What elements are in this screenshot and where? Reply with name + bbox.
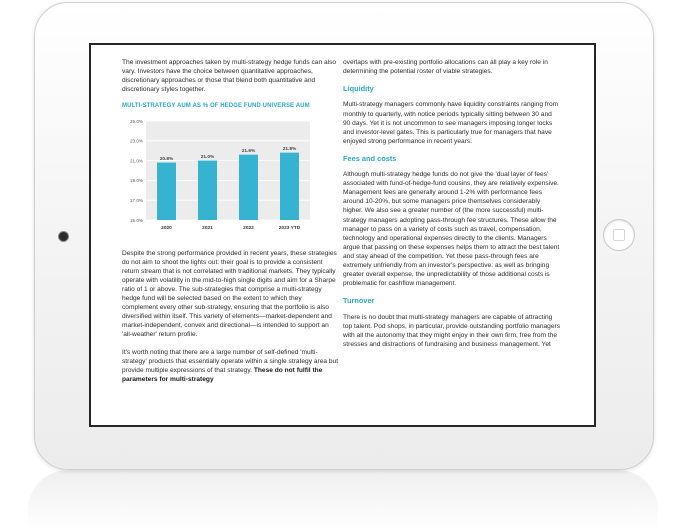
paragraph-liquidity: Multi-strategy managers commonly have liquidity constraints ranging from monthly to quarterly, with notice periods typically sitting between 30 and 90 days. Yet it is not uncommon to see managers imposing longer locks and investor-level gates. This is particularly true for managers that have enjoyed strong performance in recent years.	[343, 101, 559, 145]
home-button[interactable]	[603, 219, 635, 251]
bar-value-label: 21.6%	[241, 148, 256, 154]
aum-chart-svg	[122, 115, 339, 239]
paragraph-self-defined-text: It's worth noting that there are a large number of self-defined 'multi-strategy' products that essentially operate within a single strategy area but provide multiple expressions of that strategy.	[122, 348, 339, 374]
aum-bar-chart	[122, 115, 339, 239]
home-square-icon	[613, 229, 625, 241]
heading-turnover: Turnover	[343, 296, 375, 306]
x-tick-label: 2023 YTD	[278, 225, 301, 231]
y-tick-label: 15.0%	[129, 217, 143, 223]
bar	[157, 162, 176, 219]
heading-liquidity: Liquidity	[343, 84, 374, 94]
paragraph-self-defined	[122, 348, 339, 384]
y-tick-label: 23.0%	[129, 138, 143, 144]
text-column-left	[122, 58, 339, 392]
paragraph-performance: Despite the strong performance provided in recent years, these strategies do not aim to shoot the lights out: their goal is to provide a consistent return stream that is not correlated with traditional markets. They typically operate with volatility in the mid-to-high single digits and aim for a Sharpe ratio of 1 or above. The sub-strategies that comprise a multi-strategy hedge fund will be selected based on the extent to which they complement every other sub-strategy, ensuring that the portfolio is also diversified within itself. This variety of elements—market-dependent and market-independent, convex and directional—is intended to support an 'all-weather' return profile.	[122, 249, 337, 339]
paragraph-overlaps: overlaps with pre-existing portfolio allocations can all play a key role in determining the potential roster of viable strategies.	[343, 59, 548, 76]
paragraph-fees: Although multi-strategy hedge funds do not give the 'dual layer of fees' associated with fund-of-hedge-fund cousins, they are relatively expensive. Management fees are generally around 1-2% with performance fees around 10-20%, but some managers price themselves considerably higher. We also see a greater number of (the more successful) multi-strategy managers adopting pass-through fee structures. These allow the manager to pass on a variety of costs such as travel, compensation, technology and operational expenses directly to the clients. Managers argue that passing on these expenses helps them to attract the best talent and stay ahead of the competition. Yet these pass-through fees are extremely unfriendly from an investor's perspective: as well as bringing greater overall expense, the unpredictability of those additional costs is problematic for cashflow management.	[343, 171, 560, 288]
bar	[280, 152, 299, 219]
paragraph-self-defined-bold: These do not fulfil the parameters for multi-strategy	[122, 366, 323, 383]
x-tick-label: 2022	[243, 225, 254, 231]
bar	[239, 154, 258, 219]
chart-title: MULTI-STRATEGY AUM AS % OF HEDGE FUND UNIVERSE AUM	[122, 103, 310, 110]
y-tick-label: 19.0%	[129, 177, 143, 183]
bar-value-label: 21.8%	[282, 146, 297, 152]
x-tick-label: 2021	[202, 225, 213, 231]
bar-value-label: 21.0%	[200, 154, 215, 160]
y-tick-label: 21.0%	[129, 158, 143, 164]
bar-value-label: 20.8%	[159, 156, 174, 162]
paragraph-investment-approaches: The investment approaches taken by multi-strategy hedge funds can also vary. Investors have the choice between quantitative approaches, discretionary approaches or those that blend both quantitative and discretionary styles together.	[122, 59, 337, 94]
tablet-screen[interactable]	[89, 43, 596, 427]
paragraph-turnover: There is no doubt that multi-strategy managers are capable of attracting top talent. Pod shops, in particular, provide outstanding portfolio managers with all the autonomy that they might enjoy in their own firm, free from the stresses and distractions of fundraising and business management. Yet	[343, 313, 560, 348]
bar	[198, 160, 217, 219]
camera-icon	[58, 231, 69, 242]
x-tick-label: 2020	[161, 225, 172, 231]
y-tick-label: 25.0%	[129, 118, 143, 124]
y-tick-label: 17.0%	[129, 197, 143, 203]
text-column-right	[343, 58, 560, 357]
device-reflection	[28, 470, 658, 530]
heading-fees: Fees and costs	[343, 153, 397, 163]
